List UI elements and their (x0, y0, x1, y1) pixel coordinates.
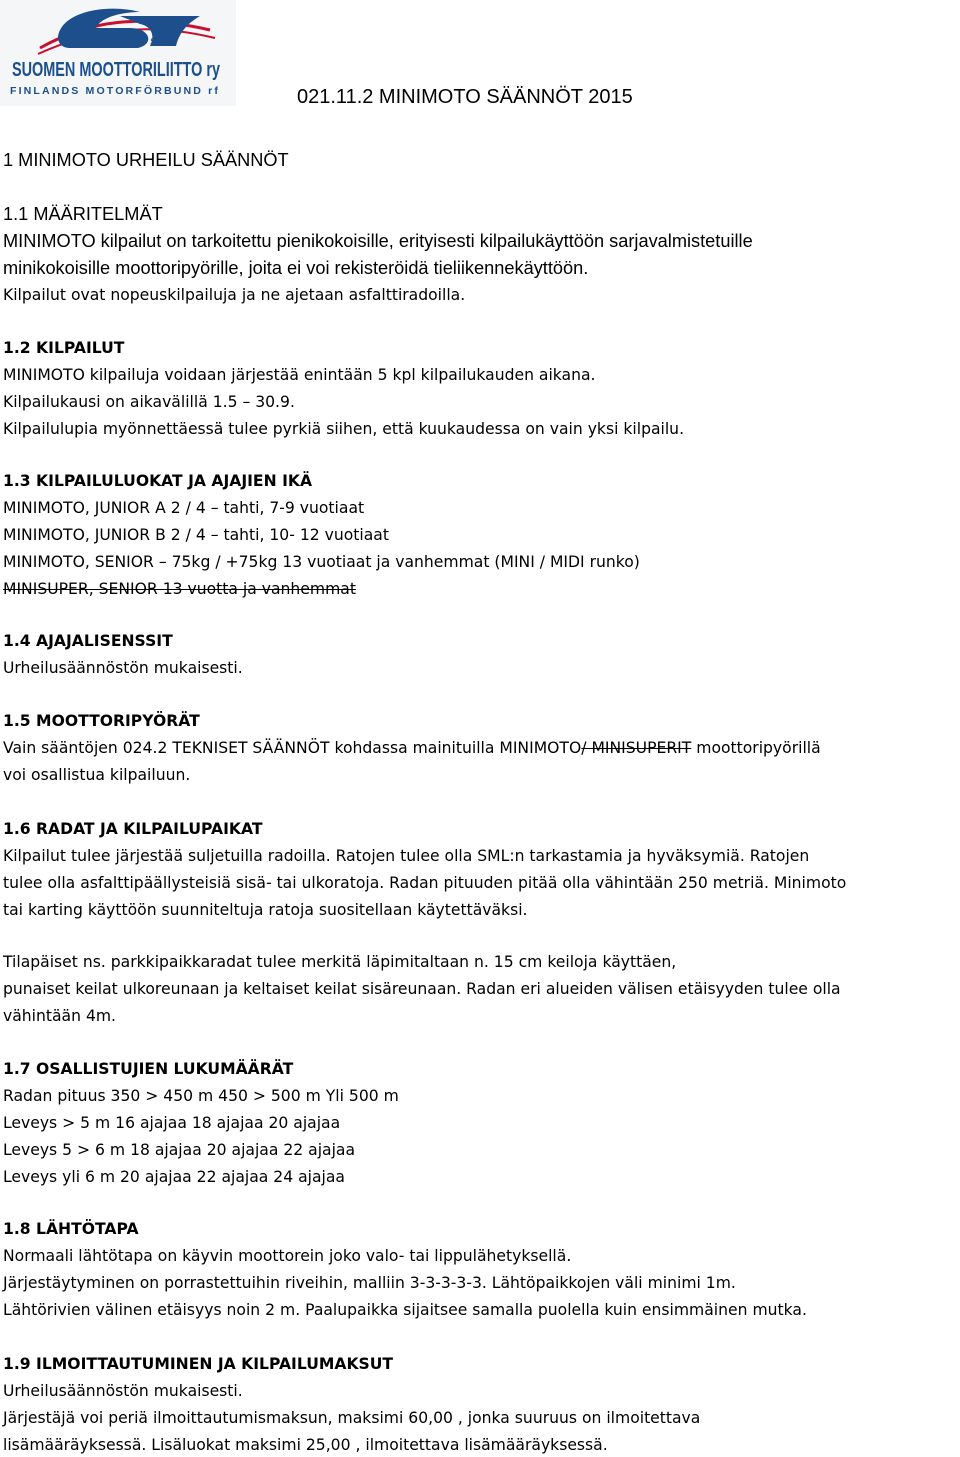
section-1-9-heading: 1.9 ILMOITTAUTUMINEN JA KILPAILUMAKSUT (3, 1355, 394, 1373)
text-line: Kilpailulupia myönnettäessä tulee pyrkiä siihen, että kuukaudessa on vain yksi kilpailu. (3, 420, 685, 438)
text-line: Järjestäjä voi periä ilmoittautumismaksun, maksimi 60,00 , jonka suuruus on ilmoitettava (3, 1409, 701, 1427)
struck-text-line: MINISUPER, SENIOR 13 vuotta ja vanhemmat (3, 580, 356, 598)
document-title: 021.11.2 MINIMOTO SÄÄNNÖT 2015 (297, 86, 633, 108)
text-line: minikokoisille moottoripyörille, joita ei voi rekisteröidä tieliikennekäyttöön. (3, 258, 589, 278)
section-1-heading: 1 MINIMOTO URHEILU SÄÄNNÖT (3, 150, 289, 170)
sml-logo-graphic (0, 0, 236, 106)
section-1-2-heading: 1.2 KILPAILUT (3, 339, 125, 357)
svg-text:FINLANDS MOTORFÖRBUND rf: FINLANDS MOTORFÖRBUND rf (10, 86, 209, 97)
text-line: Kilpailut tulee järjestää suljetuilla radoilla. Ratojen tulee olla SML:n tarkastamia ja hyväksymiä. Ratojen (3, 847, 810, 865)
text-line: vähintään 4m. (3, 1007, 117, 1025)
text-line: tulee olla asfalttipäällysteisiä sisä- tai ulkoratoja. Radan pituuden pitää olla vähintään 250 metriä. Minimoto (3, 874, 847, 892)
svg-text:SML: SML (150, 37, 171, 48)
section-1-6-heading: 1.6 RADAT JA KILPAILUPAIKAT (3, 820, 263, 838)
section-1-3-heading: 1.3 KILPAILULUOKAT JA AJAJIEN IKÄ (3, 472, 313, 490)
sml-logo (0, 0, 236, 106)
text-line: Kilpailukausi on aikavälillä 1.5 – 30.9. (3, 393, 295, 411)
svg-text:SUOMEN MOOTTORILIITTO ry: SUOMEN MOOTTORILIITTO ry (12, 59, 221, 81)
text-line: Lähtörivien välinen etäisyys noin 2 m. Paalupaikka sijaitsee samalla puolella kuin ensimmäinen mutka. (3, 1301, 807, 1319)
text-segment: moottoripyörillä (691, 739, 821, 757)
text-line: lisämääräyksessä. Lisäluokat maksimi 25,00 , ilmoitettava lisämääräyksessä. (3, 1436, 608, 1454)
text-line: MINIMOTO, SENIOR – 75kg / +75kg 13 vuotiaat ja vanhemmat (MINI / MIDI runko) (3, 553, 640, 571)
text-line: Leveys yli 6 m 20 ajajaa 22 ajajaa 24 ajajaa (3, 1168, 345, 1186)
text-line: MINIMOTO, JUNIOR A 2 / 4 – tahti, 7-9 vuotiaat (3, 499, 365, 517)
text-line: Radan pituus 350 > 450 m 450 > 500 m Yli 500 m (3, 1087, 399, 1105)
section-1-1-heading: 1.1 MÄÄRITELMÄT (3, 204, 163, 224)
text-line: Leveys 5 > 6 m 18 ajajaa 20 ajajaa 22 ajajaa (3, 1141, 356, 1159)
text-line: Kilpailut ovat nopeuskilpailuja ja ne ajetaan asfalttiradoilla. (3, 286, 466, 304)
text-line (3, 737, 821, 759)
text-line: punaiset keilat ulkoreunaan ja keltaiset keilat sisäreunaan. Radan eri alueiden välisen etäisyyden tulee olla (3, 980, 841, 998)
section-1-8-heading: 1.8 LÄHTÖTAPA (3, 1220, 139, 1238)
section-1-7-heading: 1.7 OSALLISTUJIEN LUKUMÄÄRÄT (3, 1060, 294, 1078)
text-line: MINIMOTO, JUNIOR B 2 / 4 – tahti, 10- 12 vuotiaat (3, 526, 389, 544)
text-line: Normaali lähtötapa on käyvin moottorein joko valo- tai lippulähetyksellä. (3, 1247, 572, 1265)
section-1-5-heading: 1.5 MOOTTORIPYÖRÄT (3, 712, 200, 730)
text-line: MINIMOTO kilpailut on tarkoitettu pienikokoisille, erityisesti kilpailukäyttöön sarjavalmistetuille (3, 231, 753, 251)
struck-text-segment: / MINISUPERIT (581, 739, 692, 757)
text-line: Urheilusäännöstön mukaisesti. (3, 659, 243, 677)
text-line: Urheilusäännöstön mukaisesti. (3, 1382, 243, 1400)
text-line: Leveys > 5 m 16 ajajaa 18 ajajaa 20 ajajaa (3, 1114, 341, 1132)
section-1-4-heading: 1.4 AJAJALISENSSIT (3, 632, 173, 650)
text-line: Järjestäytyminen on porrastettuihin riveihin, malliin 3-3-3-3-3. Lähtöpaikkojen väli minimi 1m. (3, 1274, 736, 1292)
text-line: MINIMOTO kilpailuja voidaan järjestää enintään 5 kpl kilpailukauden aikana. (3, 366, 596, 384)
text-segment: Vain sääntöjen 024.2 TEKNISET SÄÄNNÖT kohdassa mainituilla MINIMOTO (3, 739, 582, 757)
text-line: Tilapäiset ns. parkkipaikkaradat tulee merkitä läpimitaltaan n. 15 cm keiloja käyttäen, (3, 953, 677, 971)
text-line: voi osallistua kilpailuun. (3, 766, 191, 784)
text-line: tai karting käyttöön suunniteltuja ratoja suositellaan käytettäväksi. (3, 901, 528, 919)
